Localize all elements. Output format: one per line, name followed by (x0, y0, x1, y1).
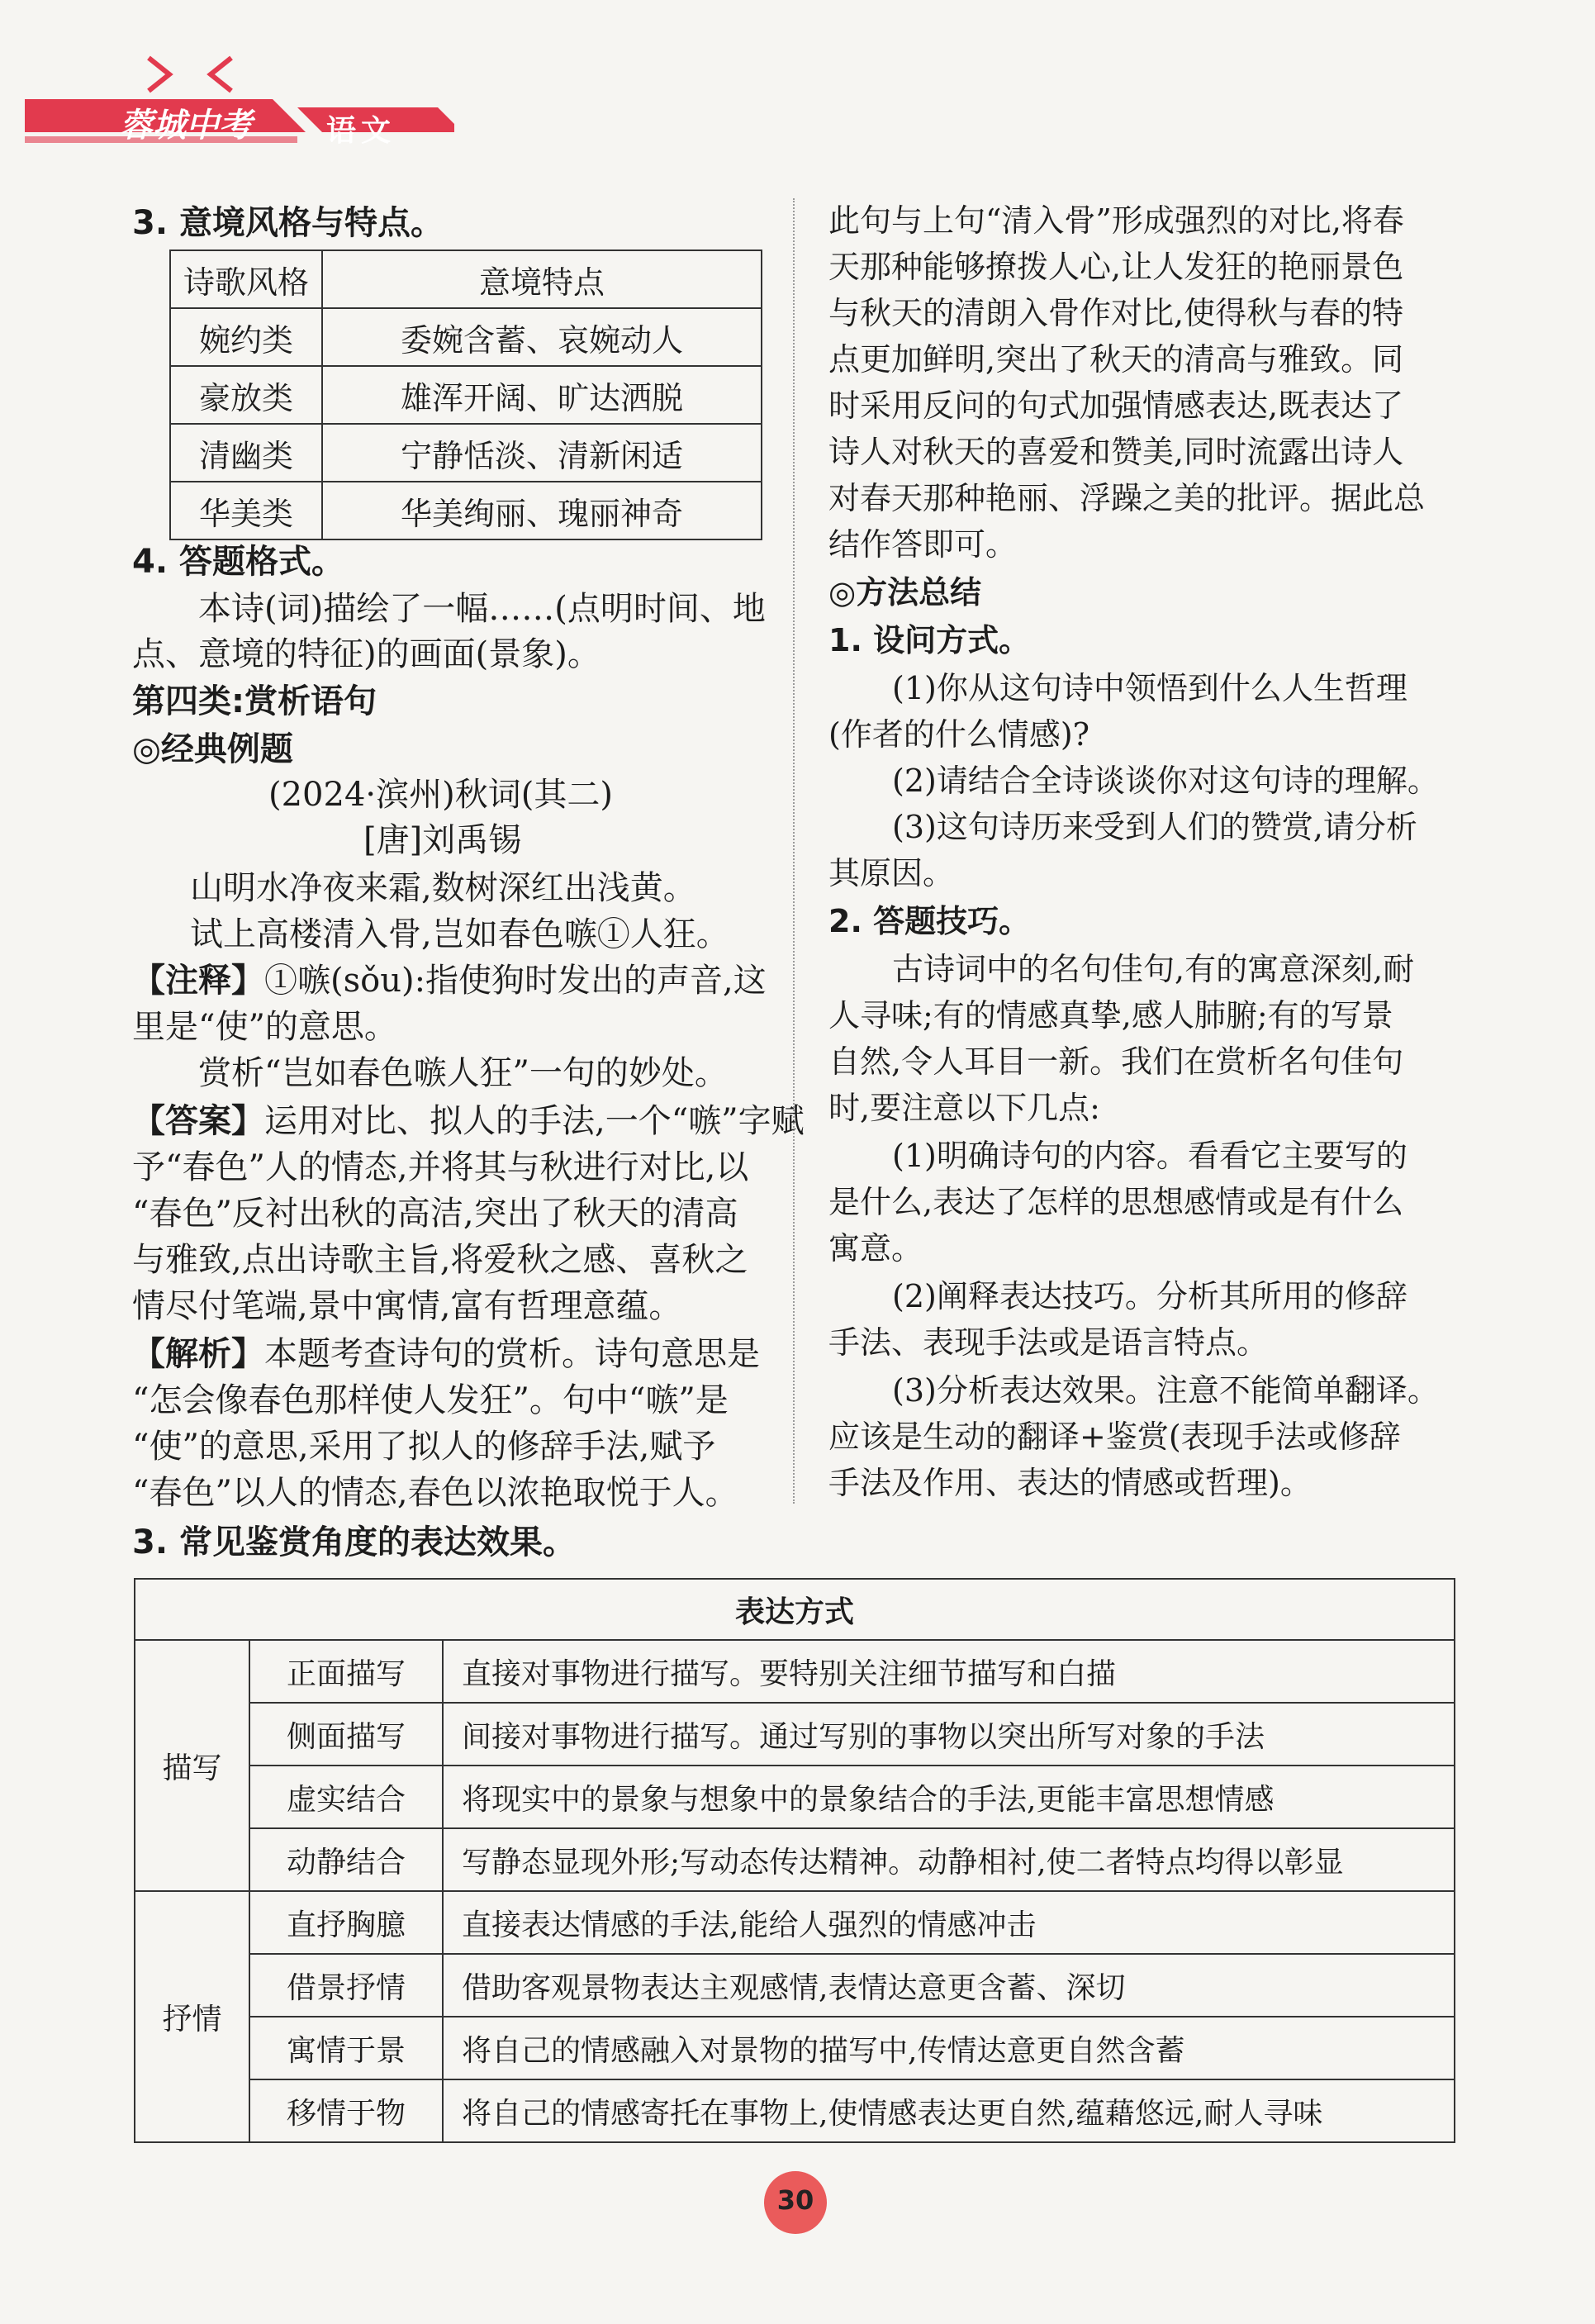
analysis-text: 本题考查诗句的赏析。诗句意思是 (264, 1335, 760, 1373)
style-table (169, 250, 762, 540)
skill-line: 寓意。 (828, 1230, 923, 1267)
answer-text: 运用对比、拟人的手法,一个“嗾”字赋 (264, 1102, 805, 1140)
skill-line: 是什么,表达了怎样的思想感情或是有什么 (828, 1184, 1404, 1220)
table-cell: 委婉含蓄、哀婉动人 (322, 308, 762, 366)
answer-line (132, 1099, 805, 1143)
question-type-line: (3)这句诗历来受到人们的赞赏,请分析 (892, 809, 1417, 845)
note-line (132, 958, 767, 1003)
example-heading: ◎经典例题 (132, 730, 293, 768)
text-line: 点、意境的特征)的画面(景象)。 (132, 635, 600, 673)
analysis-tag: 【解析】 (132, 1334, 264, 1373)
section-3-heading: 3. 意境风格与特点。 (132, 204, 444, 242)
poem-author: [唐]刘禹锡 (363, 821, 522, 859)
skill-line: 手法及作用、表达的情感或哲理)。 (828, 1465, 1312, 1501)
table-cell: 华美类 (170, 482, 322, 539)
paragraph-line: 与秋天的清朗入骨作对比,使得秋与春的特 (828, 295, 1404, 331)
method-desc: 将现实中的景象与想象中的景象结合的手法,更能丰富思想情感 (443, 1766, 1455, 1828)
method-desc: 写静态显现外形;写动态传达精神。动静相衬,使二者特点均得以彰显 (443, 1828, 1455, 1891)
question-type-heading: 1. 设问方式。 (828, 622, 1031, 658)
poem-line: 试上高楼清入骨,岂如春色嗾①人狂。 (190, 915, 729, 953)
expression-table (134, 1578, 1455, 2143)
poem-source: (2024·滨州)秋词(其二) (268, 776, 613, 814)
method-desc: 将自己的情感融入对景物的描写中,传情达意更自然含蓄 (443, 2017, 1455, 2079)
question-type-line: 其原因。 (828, 855, 955, 891)
paragraph-line: 对春天那种艳丽、浮躁之美的批评。据此总 (828, 480, 1426, 516)
section-4-heading: 4. 答题格式。 (132, 543, 344, 581)
analysis-line: “使”的意思,采用了拟人的修辞手法,赋予 (132, 1428, 716, 1466)
table-row (135, 1703, 1455, 1766)
method-name: 动静结合 (249, 1828, 443, 1891)
skill-line: 时,要注意以下几点: (828, 1090, 1100, 1126)
note-text: ①嗾(sǒu):指使狗时发出的声音,这 (264, 962, 767, 1000)
table-title: 表达方式 (135, 1579, 1455, 1640)
skill-line: (3)分析表达效果。注意不能简单翻译。 (892, 1372, 1439, 1409)
column-divider (793, 198, 795, 1504)
paragraph-line: 天那种能够撩拨人心,让人发狂的艳丽景色 (828, 249, 1404, 285)
paragraph-line: 诗人对秋天的喜爱和赞美,同时流露出诗人 (828, 434, 1404, 470)
question-type-line: (作者的什么情感)? (828, 716, 1090, 753)
paragraph-line: 结作答即可。 (828, 526, 1018, 563)
analysis-line (132, 1332, 760, 1376)
answer-line: 情尽付笔端,景中寓情,富有哲理意蕴。 (132, 1287, 682, 1325)
table-row (135, 2017, 1455, 2079)
text-line: 本诗(词)描绘了一幅……(点明时间、地 (198, 590, 766, 628)
method-name: 虚实结合 (249, 1766, 443, 1828)
group-label: 抒情 (135, 1891, 249, 2142)
skill-line: 古诗词中的名句佳句,有的寓意深刻,耐 (892, 951, 1415, 987)
brand-title: 蓉城中考 (120, 107, 252, 145)
poem-line: 山明水净夜来霜,数树深红出浅黄。 (190, 869, 696, 907)
skill-line: 手法、表现手法或是语言特点。 (828, 1324, 1269, 1361)
skill-heading: 2. 答题技巧。 (828, 903, 1031, 939)
table-row (135, 1891, 1455, 1954)
analysis-line: “春色”以人的情态,春色以浓艳取悦于人。 (132, 1474, 738, 1512)
note-tag: 【注释】 (132, 961, 264, 1000)
method-desc: 间接对事物进行描写。通过写别的事物以突出所写对象的手法 (443, 1703, 1455, 1766)
method-name: 寓情于景 (249, 2017, 443, 2079)
analysis-line: “怎会像春色那样使人发狂”。句中“嗾”是 (132, 1381, 729, 1419)
skill-line: 自然,令人耳目一新。我们在赏析名句佳句 (828, 1043, 1404, 1080)
skill-line: 应该是生动的翻译+鉴赏(表现手法或修辞 (828, 1419, 1401, 1455)
method-name: 借景抒情 (249, 1954, 443, 2017)
group-label: 描写 (135, 1640, 249, 1891)
table-row (170, 424, 762, 482)
bottom-heading: 3. 常见鉴赏角度的表达效果。 (132, 1523, 576, 1561)
table-row (170, 482, 762, 539)
table-header: 意境特点 (322, 250, 762, 308)
table-row (135, 2079, 1455, 2142)
table-row (135, 1954, 1455, 2017)
table-row (170, 366, 762, 424)
skill-line: (1)明确诗句的内容。看看它主要写的 (892, 1138, 1407, 1174)
paragraph-line: 点更加鲜明,突出了秋天的清高与雅致。同 (828, 341, 1404, 378)
table-header-row (170, 250, 762, 308)
table-cell: 雄浑开阔、旷达洒脱 (322, 366, 762, 424)
skill-line: 人寻味;有的情感真挚,感人肺腑;有的写景 (828, 997, 1393, 1034)
paragraph-line: 时采用反问的句式加强情感表达,既表达了 (828, 387, 1404, 424)
question-type-line: (2)请结合全诗谈谈你对这句诗的理解。 (892, 763, 1439, 799)
method-name: 正面描写 (249, 1640, 443, 1703)
skill-line: (2)阐释表达技巧。分析其所用的修辞 (892, 1278, 1407, 1314)
table-row (135, 1766, 1455, 1828)
table-row (170, 308, 762, 366)
method-desc: 将自己的情感寄托在事物上,使情感表达更自然,蕴藉悠远,耐人寻味 (443, 2079, 1455, 2142)
answer-line: “春色”反衬出秋的高洁,突出了秋天的清高 (132, 1195, 738, 1233)
method-desc: 直接表达情感的手法,能给人强烈的情感冲击 (443, 1891, 1455, 1954)
question-type-line: (1)你从这句诗中领悟到什么人生哲理 (892, 670, 1407, 706)
table-row (135, 1640, 1455, 1703)
page-number: 30 (776, 2184, 814, 2216)
table-row (135, 1828, 1455, 1891)
method-name: 移情于物 (249, 2079, 443, 2142)
subject-label: 语文 (326, 114, 396, 148)
table-cell: 清幽类 (170, 424, 322, 482)
table-cell: 豪放类 (170, 366, 322, 424)
table-cell: 宁静恬淡、清新闲适 (322, 424, 762, 482)
method-desc: 直接对事物进行描写。要特别关注细节描写和白描 (443, 1640, 1455, 1703)
table-cell: 婉约类 (170, 308, 322, 366)
method-name: 侧面描写 (249, 1703, 443, 1766)
question-line: 赏析“岂如春色嗾人狂”一句的妙处。 (198, 1054, 728, 1092)
paragraph-line: 此句与上句“清入骨”形成强烈的对比,将春 (828, 202, 1404, 239)
table-cell: 华美绚丽、瑰丽神奇 (322, 482, 762, 539)
note-line: 里是“使”的意思。 (132, 1008, 397, 1046)
table-title-row (135, 1579, 1455, 1640)
method-heading: ◎方法总结 (828, 574, 982, 611)
method-name: 直抒胸臆 (249, 1891, 443, 1954)
category-4-heading: 第四类:赏析语句 (132, 682, 377, 720)
answer-line: 予“春色”人的情态,并将其与秋进行对比,以 (132, 1148, 749, 1186)
table-header: 诗歌风格 (170, 250, 322, 308)
answer-line: 与雅致,点出诗歌主旨,将爱秋之感、喜秋之 (132, 1241, 748, 1279)
answer-tag: 【答案】 (132, 1101, 264, 1140)
method-desc: 借助客观景物表达主观感情,表情达意更含蓄、深切 (443, 1954, 1455, 2017)
